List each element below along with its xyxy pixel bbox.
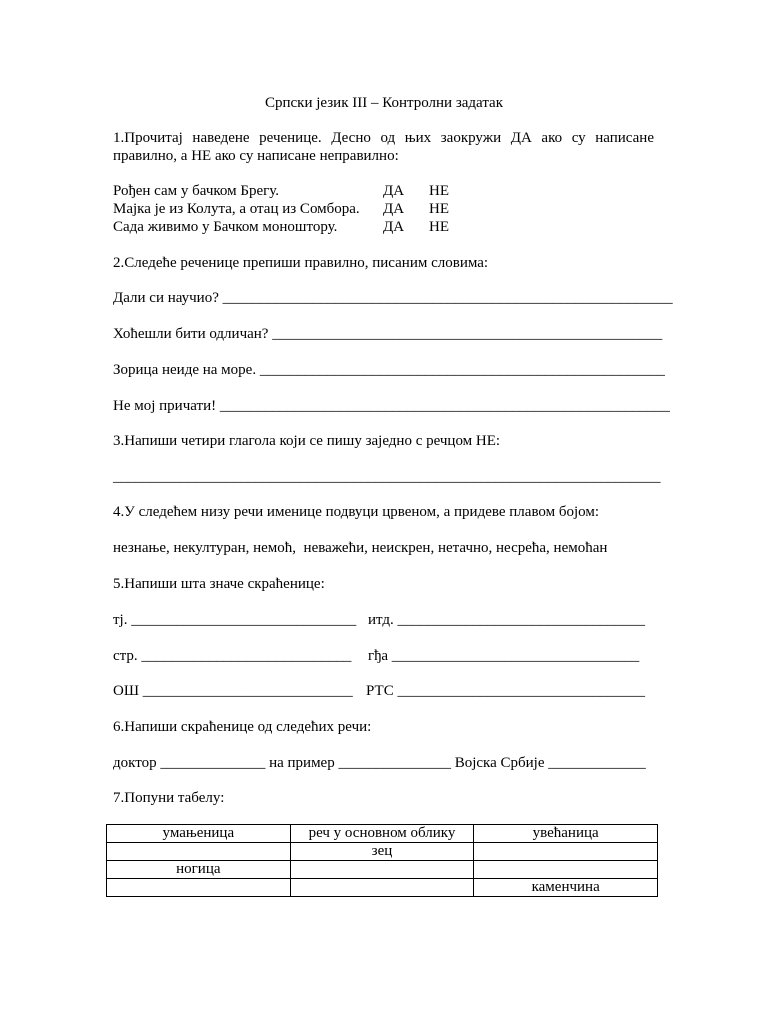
task5-instruction: 5.Напиши шта значе скраћенице:: [113, 576, 325, 592]
page-title: Српски језик III – Контролни задатак: [264, 95, 504, 111]
table-row: [107, 861, 658, 879]
task5-abbrev-line: тј. ______________________________: [113, 612, 357, 628]
task6-instruction: 6.Напиши скраћенице од следећих речи:: [113, 719, 372, 735]
task4-word-list: незнање, некултуран, немоћ, неважећи, неискрен, нетачно, несрећа, немоћан: [113, 540, 608, 556]
table-row: [107, 843, 658, 861]
table-cell: [474, 861, 658, 879]
task3-answer-line: _________________________________________________________________________: [113, 469, 661, 485]
task1-no-option: НЕ: [429, 219, 449, 235]
table-cell: [290, 861, 474, 879]
task3-instruction: 3.Напиши четири глагола који се пишу заједно с речцом НЕ:: [113, 433, 501, 449]
table-cell: [474, 843, 658, 861]
task5-abbrev-line: ОШ ____________________________: [113, 683, 353, 699]
table-header-cell: умањеница: [107, 825, 291, 843]
table-cell: [107, 843, 291, 861]
task1-sentence: Рођен сам у бачком Брегу.: [113, 183, 280, 199]
table-cell: [290, 879, 474, 897]
task1-sentence: Сада живимо у Бачком моноштору.: [113, 219, 338, 235]
task4-instruction: 4.У следећем низу речи именице подвуци црвеном, а придеве плавом бојом:: [113, 504, 600, 520]
task6-answer-line: доктор ______________ на пример _______________ Војска Србије _____________: [113, 755, 646, 771]
task7-instruction: 7.Попуни табелу:: [113, 790, 225, 806]
table-row: [107, 879, 658, 897]
task2-answer-line: Не мој причати! ____________________________________________________________: [113, 398, 670, 414]
task2-instruction: 2.Следеће реченице препиши правилно, писаним словима:: [113, 255, 489, 271]
task5-abbrev-line: стр. ____________________________: [113, 648, 352, 664]
task2-answer-line: Хоћешли бити одличан? ____________________________________________________: [113, 326, 663, 342]
task1-yes-option: ДА: [383, 183, 405, 199]
task2-answer-line: Зорица неиде на море. ______________________________________________________: [113, 362, 665, 378]
table-cell: ногица: [107, 861, 291, 879]
table-header-cell: реч у основном облику: [290, 825, 474, 843]
task5-abbrev-line: итд. _________________________________: [368, 612, 646, 628]
table-header-cell: увећаница: [474, 825, 658, 843]
task5-abbrev-line: РТС _________________________________: [366, 683, 645, 699]
task1-yes-option: ДА: [383, 219, 405, 235]
task1-yes-option: ДА: [383, 201, 405, 217]
task1-sentence: Мајка је из Колута, а отац из Сомбора.: [113, 201, 360, 217]
table-cell: [107, 879, 291, 897]
table-cell: зец: [290, 843, 474, 861]
word-table: [106, 824, 658, 897]
task1-no-option: НЕ: [429, 201, 449, 217]
task1-instruction: 1.Прочитај наведене реченице. Десно од њих заокружи ДА ако су написане правилно, а НЕ ако су написане неправилно:: [113, 130, 654, 164]
task1-no-option: НЕ: [429, 183, 449, 199]
task5-abbrev-line: гђа _________________________________: [368, 648, 640, 664]
table-cell: каменчина: [474, 879, 658, 897]
table-header-row: [107, 825, 658, 843]
task2-answer-line: Дали си научио? ____________________________________________________________: [113, 290, 673, 306]
